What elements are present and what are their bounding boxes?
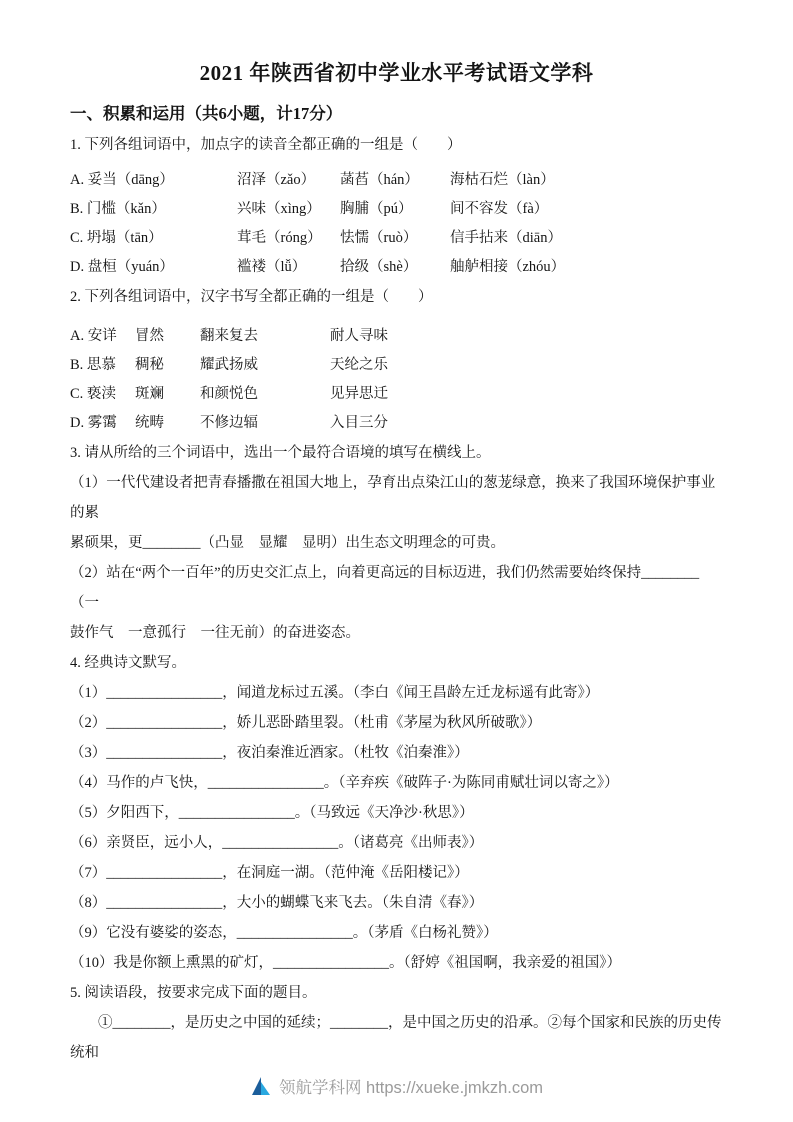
option-cell: B. 思慕: [70, 357, 116, 373]
option-cell: 海枯石烂（làn）: [450, 172, 555, 188]
option-cell: 耐人寻味: [330, 328, 388, 344]
footer: [0, 1074, 793, 1098]
option-cell: A. 安详: [70, 328, 117, 344]
question-3: [70, 438, 723, 648]
page-title: 2021 年陕西省初中学业水平考试语文学科: [199, 61, 594, 85]
option-cell: 稠秘: [135, 357, 164, 373]
option-cell: A. 妥当（dāng）: [70, 172, 174, 188]
dictation-line: （4）马作的卢飞快，________________。（辛弃疾《破阵子·为陈同甫赋壮词以寄之》）: [70, 775, 619, 791]
dictation-line: （1）________________，闻道龙标过五溪。（李白《闻王昌龄左迁龙标遥有此寄》）: [70, 685, 600, 701]
option-cell: 和颜悦色: [200, 386, 258, 402]
question-1-option-row-b: [70, 195, 723, 224]
text-line: 鼓作气 一意孤行 一往无前）的奋进姿态。: [70, 625, 360, 641]
option-cell: 翻来复去: [200, 328, 258, 344]
option-cell: 褴褛（lǚ）: [237, 259, 307, 275]
text-line: ①________，是历史之中国的延续；________，是中国之历史的沿承。②每个国家和民族的历史传统和: [70, 1015, 722, 1061]
option-cell: 菡萏（hán）: [340, 172, 419, 188]
dictation-line: （6）亲贤臣，远小人，________________。（诸葛亮《出师表》）: [70, 835, 484, 851]
question-1-option-row-a: [70, 166, 723, 195]
dictation-line: （8）________________，大小的蝴蝶飞来飞去。（朱自清《春》）: [70, 895, 484, 911]
text-line: 累硕果，更________（凸显 显耀 显明）出生态文明理念的可贵。: [70, 535, 505, 551]
question-3-stem: 3. 请从所给的三个词语中，选出一个最符合语境的填写在横线上。: [70, 445, 491, 461]
question-1-option-row-d: [70, 253, 723, 282]
option-cell: 胸脯（pú）: [340, 201, 413, 217]
question-5-stem: 5. 阅读语段，按要求完成下面的题目。: [70, 985, 317, 1001]
dictation-line: （10）我是你额上熏黑的矿灯，________________。（舒婷《祖国啊，我亲爱的祖国》）: [70, 955, 621, 971]
dictation-line: （7）________________，在洞庭一湖。（范仲淹《岳阳楼记》）: [70, 865, 469, 881]
option-cell: 统畴: [135, 415, 164, 431]
question-2-option-row-d: [70, 409, 723, 438]
option-cell: 茸毛（róng）: [237, 230, 322, 246]
question-1-option-row-c: [70, 224, 723, 253]
dictation-line: （9）它没有婆娑的姿态，________________。（茅盾《白杨礼赞》）: [70, 925, 498, 941]
option-cell: 兴味（xìng）: [237, 201, 321, 217]
option-cell: 天纶之乐: [330, 357, 388, 373]
question-2-option-row-a: [70, 322, 723, 351]
option-cell: 耀武扬威: [200, 357, 258, 373]
option-cell: 拾级（shè）: [340, 259, 418, 275]
footer-site-text: 领航学科网 https://xueke.jmkzh.com: [278, 1079, 544, 1097]
question-2-stem: 2. 下列各组词语中，汉字书写全都正确的一组是（ ）: [70, 289, 433, 305]
question-1: [70, 130, 723, 282]
question-2-option-row-c: [70, 380, 723, 409]
question-2-option-row-b: [70, 351, 723, 380]
option-cell: 入目三分: [330, 415, 388, 431]
text-line: （2）站在“两个一百年”的历史交汇点上，向着更高远的目标迈进，我们仍然需要始终保持________（一: [70, 565, 700, 611]
option-cell: 间不容发（fà）: [450, 201, 549, 217]
option-cell: 冒然: [135, 328, 164, 344]
option-cell: 信手拈来（diān）: [450, 230, 562, 246]
option-cell: 怯懦（ruò）: [340, 230, 418, 246]
dictation-line: （5）夕阳西下，________________。（马致远《天净沙·秋思》）: [70, 805, 474, 821]
option-cell: C. 亵渎: [70, 386, 116, 402]
section-heading: 一、积累和运用（共6小题，计17分）: [70, 104, 343, 123]
question-5: [70, 978, 723, 1068]
site-logo-icon: [250, 1075, 272, 1097]
option-cell: 见异思迁: [330, 386, 388, 402]
question-4-stem: 4. 经典诗文默写。: [70, 655, 186, 671]
option-cell: 不修边辐: [200, 415, 258, 431]
option-cell: B. 门槛（kǎn）: [70, 201, 166, 217]
option-cell: D. 雾霭: [70, 415, 117, 431]
option-cell: D. 盘桓（yuán）: [70, 259, 174, 275]
option-cell: C. 坍塌（tān）: [70, 230, 163, 246]
text-line: （1）一代代建设者把青春播撒在祖国大地上，孕育出点染江山的葱茏绿意，换来了我国环境保护事业的累: [70, 475, 716, 521]
question-2: [70, 282, 723, 438]
option-cell: 舳舻相接（zhóu）: [450, 259, 566, 275]
question-1-stem: 1. 下列各组词语中，加点字的读音全都正确的一组是（ ）: [70, 137, 462, 153]
question-4: [70, 648, 723, 978]
dictation-line: （3）________________，夜泊秦淮近酒家。（杜牧《泊秦淮》）: [70, 745, 469, 761]
option-cell: 斑斓: [135, 386, 164, 402]
option-cell: 沼泽（zǎo）: [237, 172, 316, 188]
dictation-line: （2）________________，娇儿恶卧踏里裂。（杜甫《茅屋为秋风所破歌》）: [70, 715, 542, 731]
